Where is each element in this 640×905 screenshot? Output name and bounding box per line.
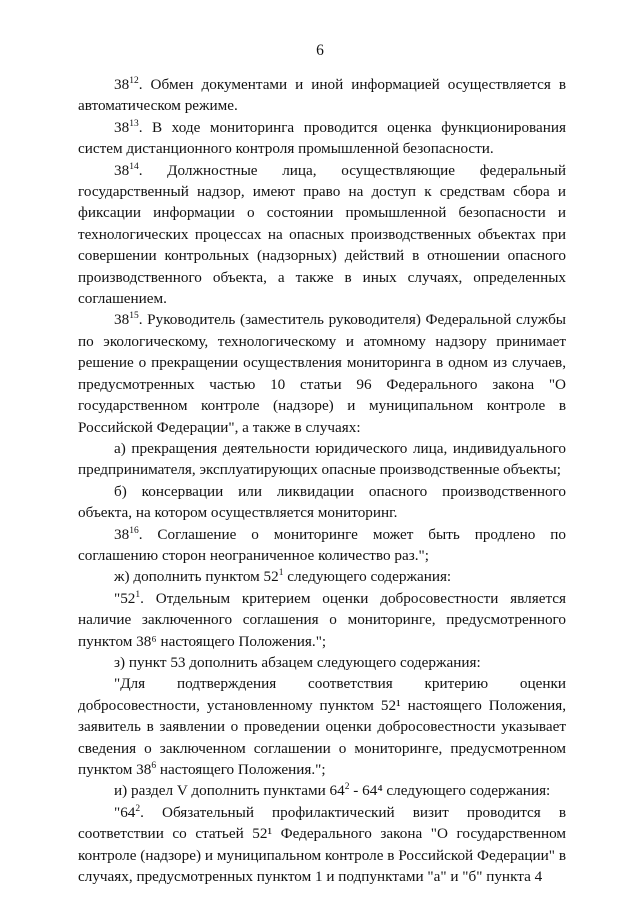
document-body xyxy=(78,74,566,887)
paragraph-64-2: "$64^2$. Обязательный профилактический визит проводится в соответствии со статьей 52¹ Федерального закона "О государственном контроле (надзоре) и муниципальном контроле в Российской Федерации" в случаях, предусмотренных пунктом 1 и подпунктами "а" и "б" пункта 4 xyxy=(78,803,566,886)
paragraph-38-14: $38^{14}$. Должностные лица, осуществляющие федеральный государственный надзор, имеют право на доступ к средствам сбора и фиксации информации о состоянии промышленной безопасности и технологических процессах на опасных производственных объектах при совершении контрольных (надзорных) действий в отношении опасного производственного объекта, а также в иных случаях, определенных соглашением. xyxy=(78,161,566,308)
paragraph-z: з) пункт 53 дополнить абзацем следующего содержания: xyxy=(114,653,481,671)
paragraph-item-b: б) консервации или ликвидации опасного производственного объекта, на котором осуществляется мониторинг. xyxy=(78,482,566,522)
paragraph-38-12: $38^{12}$. Обмен документами и иной информацией осуществляется в автоматическом режиме. xyxy=(78,76,566,115)
paragraph-zh: ж) дополнить пунктом $52^1$ следующего содержания: xyxy=(114,568,452,586)
page-number: 6 xyxy=(316,42,324,59)
paragraph-38-13: $38^{13}$. В ходе мониторинга проводится оценка функционирования систем дистанционного контроля промышленной безопасности. xyxy=(78,118,566,158)
paragraph-52-1: "$52^1$. Отдельным критерием оценки добросовестности является наличие заключенного соглашения о мониторинге, предусмотренного пунктом 38⁶ настоящего Положения."; xyxy=(78,589,566,650)
paragraph-i: и) раздел V дополнить пунктами $64^2 - 64^4$ следующего содержания: xyxy=(114,782,551,800)
paragraph-38-16: $38^{16}$. Соглашение о мониторинге может быть продлено по соглашению сторон неограниченное количество раз."; xyxy=(78,525,566,564)
paragraph-item-a: а) прекращения деятельности юридического лица, индивидуального предпринимателя, эксплуатирующих опасные производственные объекты; xyxy=(78,439,566,479)
paragraph-38-15: $38^{15}$. Руководитель (заместитель руководителя) Федеральной службы по экологическому, технологическому и атомному надзору принимает решение о прекращении осуществления мониторинга в одном из случаев, предусмотренных частью 10 статьи 96 Федерального закона "О государственном контроле (надзоре) и муниципальном контроле в Российской Федерации", а также в случаях: xyxy=(78,311,566,436)
paragraph-podtverzhdenie: "Для подтверждения соответствия критерию оценки добросовестности, установленному пунктом 52¹ настоящего Положения, заявитель в заявлении о проведении оценки добросовестности указывает сведения о заключенном соглашении о мониторинге, предусмотренном пунктом $38^6$ настоящего Положения."; xyxy=(78,675,566,778)
